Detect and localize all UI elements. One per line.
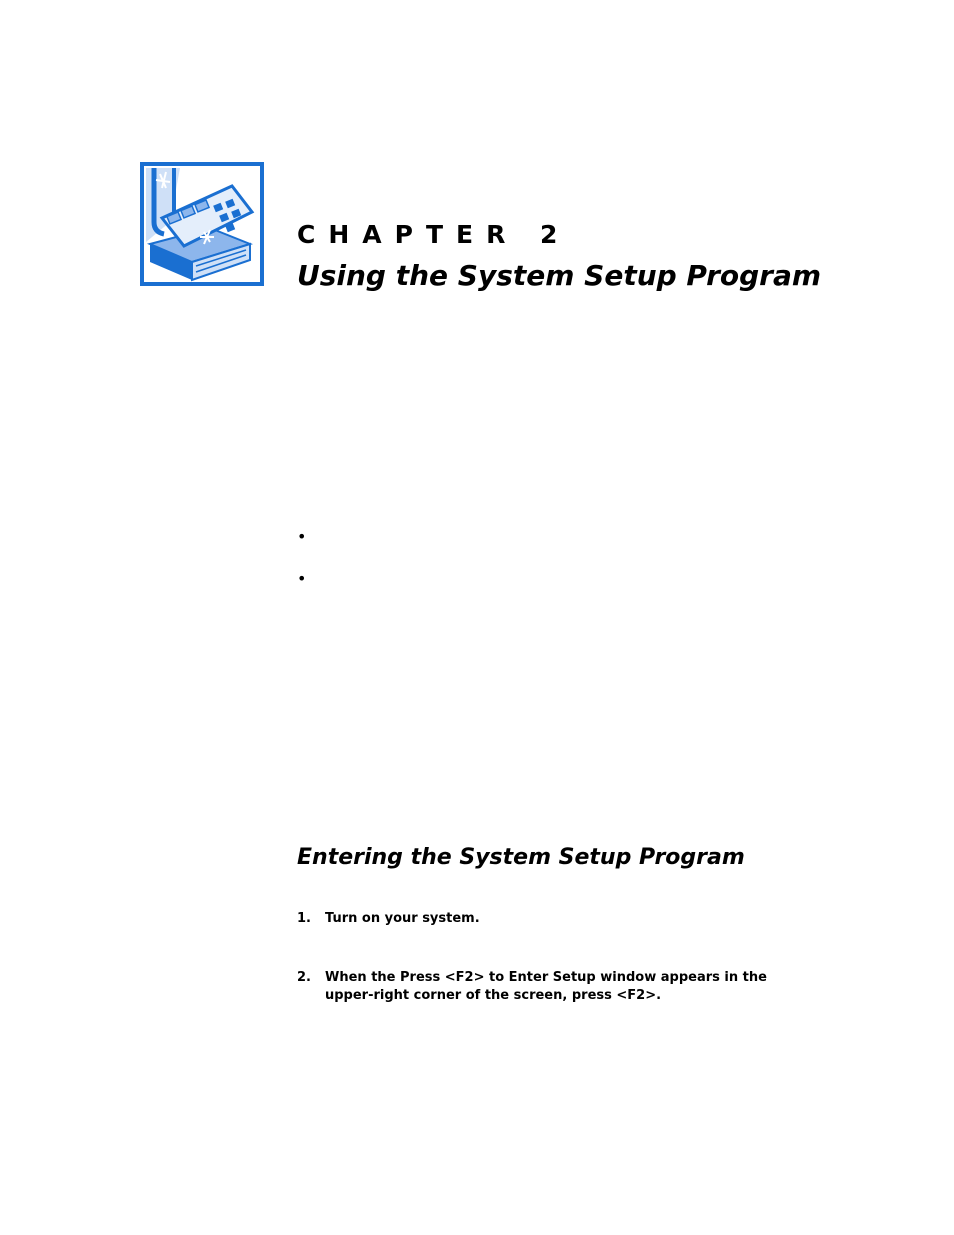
chapter-label: CHAPTER 2 — [297, 220, 571, 249]
step-text: When the Press <F2> to Enter Setup window appears in the upper-right corner of the screen, press <F2>. — [325, 970, 767, 1003]
bullet-marker: • — [297, 527, 307, 546]
step-number: 1. — [297, 911, 311, 926]
chapter-book-keyboard-icon — [140, 162, 264, 286]
bullet-marker: • — [297, 569, 307, 588]
chapter-title: Using the System Setup Program — [297, 259, 822, 292]
numbered-step — [297, 910, 817, 928]
step-text: Turn on your system. — [325, 911, 480, 926]
section-heading: Entering the System Setup Program — [297, 845, 745, 870]
step-number: 2. — [297, 970, 311, 985]
numbered-step — [297, 969, 817, 1005]
